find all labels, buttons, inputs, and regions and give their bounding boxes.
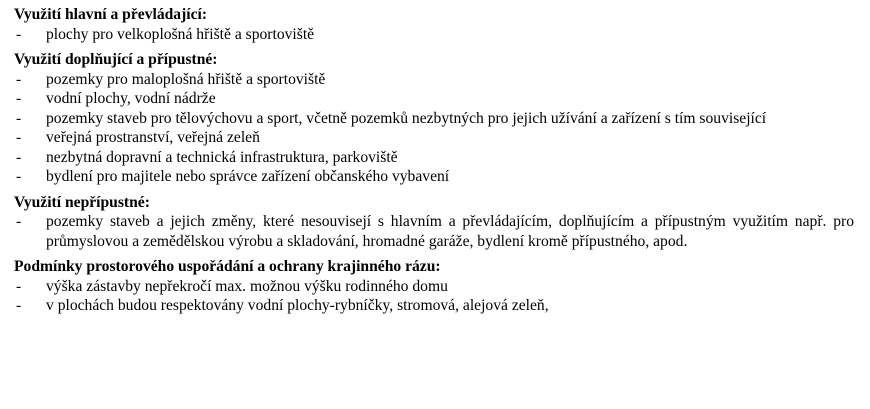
bullet-dash: - [16, 297, 22, 314]
item-text: nezbytná dopravní a technická infrastruktura, parkoviště [46, 148, 398, 166]
bullet-dash: - [16, 25, 22, 43]
bullet-dash: - [16, 277, 22, 295]
list-item [14, 128, 854, 148]
item-list [14, 70, 854, 187]
bullet-dash: - [16, 168, 22, 185]
section-heading: Podmínky prostorového uspořádání a ochrany krajinného rázu: [14, 258, 441, 275]
list-item [14, 148, 854, 168]
bullet-dash: - [16, 70, 22, 88]
item-text: vodní plochy, vodní nádrže [46, 90, 216, 107]
list-item [14, 167, 854, 187]
list-item [14, 212, 854, 251]
item-list [14, 25, 854, 45]
bullet-dash: - [16, 148, 22, 166]
item-text: veřejná prostranství, veřejná zeleň [46, 129, 260, 146]
section-spatial-conditions [14, 257, 854, 316]
item-text: plochy pro velkoplošná hřiště a sportoviště [46, 25, 315, 43]
item-text: bydlení pro majitele nebo správce zařízení občanského vybavení [46, 168, 450, 185]
item-list [14, 277, 854, 316]
section-prohibited-use [14, 193, 854, 252]
item-text: pozemky staveb a jejich změny, které nesouvisejí s hlavním a převládajícím, doplňujícím a přípustným využitím např. pro průmyslovou a zemědělskou výrobu a skladování, hromadné garáže, bydlení kromě přípustného, apod. [46, 213, 854, 250]
bullet-dash: - [16, 90, 22, 107]
bullet-dash: - [16, 109, 22, 127]
item-text: výška zástavby nepřekročí max. možnou výšku rodinného domu [46, 277, 448, 295]
list-item [14, 296, 854, 316]
list-item [14, 89, 854, 109]
item-text: v plochách budou respektovány vodní plochy-rybníčky, stromová, alejová zeleň, [46, 297, 549, 314]
section-main-use [14, 5, 854, 44]
list-item [14, 70, 854, 90]
item-text: pozemky pro maloplošná hřiště a sportoviště [46, 70, 326, 88]
section-heading: Využití hlavní a převládající: [14, 6, 208, 23]
bullet-dash: - [16, 213, 22, 230]
item-list [14, 212, 854, 251]
section-complementary-use [14, 50, 854, 187]
list-item [14, 109, 854, 129]
document-body [14, 0, 854, 322]
list-item [14, 277, 854, 297]
list-item [14, 25, 854, 45]
section-heading: Využití doplňující a přípustné: [14, 51, 218, 68]
item-text: pozemky staveb pro tělovýchovu a sport, včetně pozemků nezbytných pro jejich užívání a zařízení s tím související [46, 109, 767, 127]
bullet-dash: - [16, 129, 22, 146]
section-heading: Využití nepřípustné: [14, 193, 150, 211]
